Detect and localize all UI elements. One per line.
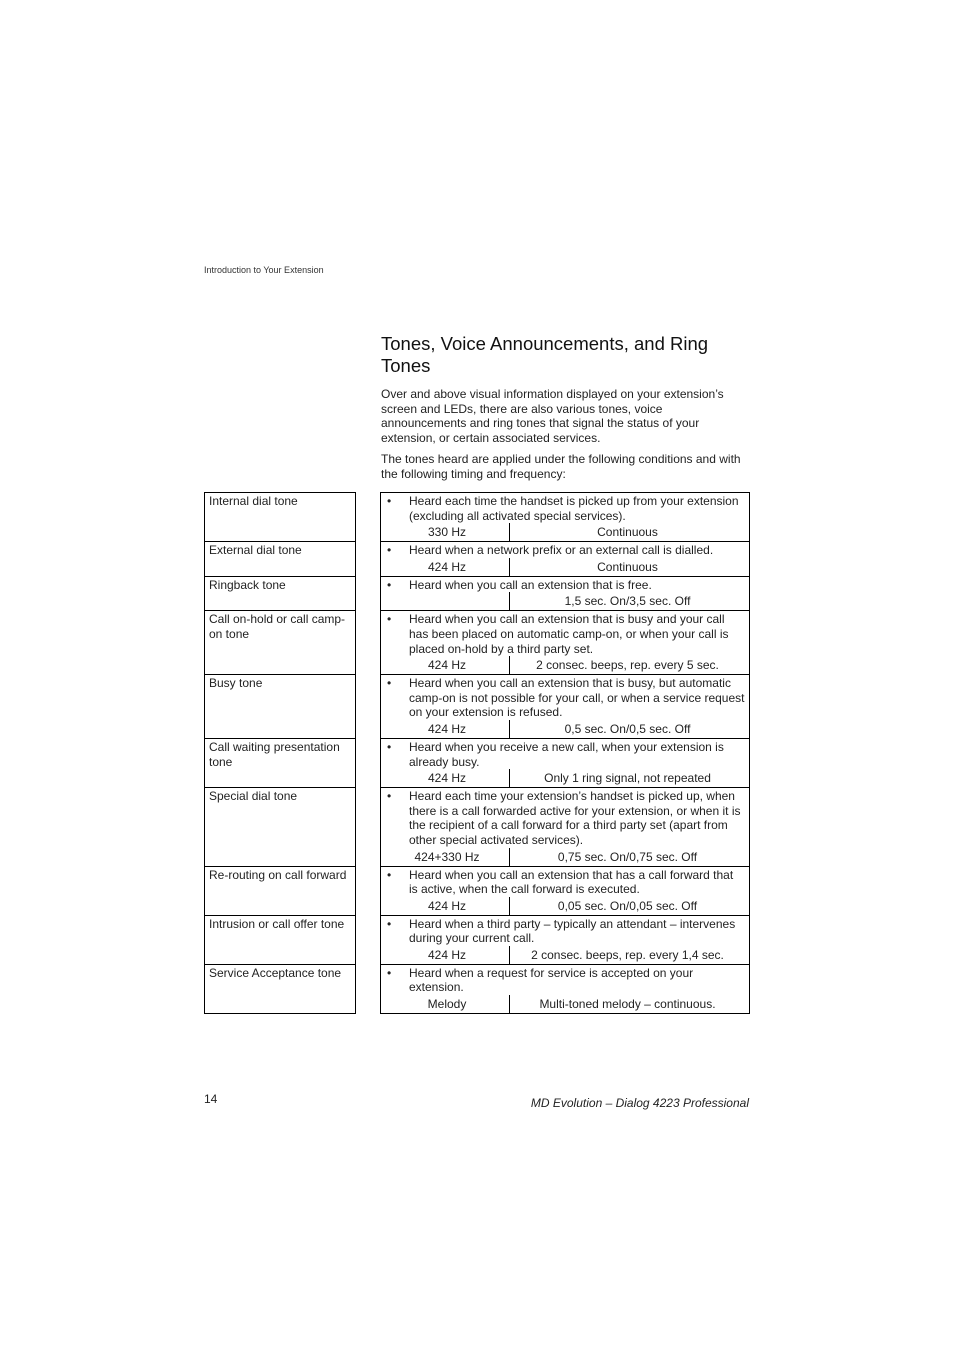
bullet-item xyxy=(385,868,745,897)
tone-description: Heard each time your extension’s handset is picked up, when there is a call forwarded active for your extension, or when it is the recipient of a call forward for a third party set (apart from other special activated services). xyxy=(409,789,741,847)
section-title: Tones, Voice Announcements, and Ring Tones xyxy=(381,333,709,376)
bullet-item xyxy=(385,966,745,995)
tone-row xyxy=(204,788,750,866)
tone-frequency: 424 Hz xyxy=(385,558,510,576)
tone-frequency: 424 Hz xyxy=(385,897,510,915)
tone-description: Heard when a third party – typically an attendant – intervenes during your current call. xyxy=(409,916,736,946)
tone-timing: 1,5 sec. On/3,5 sec. Off xyxy=(564,594,691,609)
bullet-item xyxy=(385,494,745,523)
intro-paragraph: Over and above visual information displayed on your extension’s screen and LEDs, there are also various tones, voice announcements and ring tones that signal the status of your extension, or certain associated services. xyxy=(381,387,724,445)
tone-spec xyxy=(385,523,745,541)
footer-title: MD Evolution – Dialog 4223 Professional xyxy=(530,1096,749,1110)
tone-frequency: 424 Hz xyxy=(385,946,510,964)
tone-row xyxy=(204,916,750,965)
tone-description-cell xyxy=(380,788,750,866)
bullet-icon: • xyxy=(387,867,392,882)
tone-name: Call on-hold or call camp-on tone xyxy=(204,611,356,675)
bullet-icon: • xyxy=(387,789,392,804)
bullet-icon: • xyxy=(387,739,392,754)
tone-description-cell xyxy=(380,577,750,612)
tone-spec xyxy=(385,656,745,674)
tone-spec xyxy=(385,720,745,738)
tone-timing: Only 1 ring signal, not repeated xyxy=(544,771,711,786)
tone-row xyxy=(204,675,750,739)
tone-timing: 0,5 sec. On/0,5 sec. Off xyxy=(564,721,691,736)
tone-description-cell xyxy=(380,867,750,916)
tone-description: Heard when a request for service is accepted on your extension. xyxy=(409,965,694,995)
tone-timing: 0,05 sec. On/0,05 sec. Off xyxy=(557,898,698,913)
tone-description-cell xyxy=(380,965,750,1014)
tone-row xyxy=(204,867,750,916)
tone-spec xyxy=(385,897,745,915)
tone-row xyxy=(204,611,750,675)
bullet-item xyxy=(385,789,745,847)
tone-row xyxy=(204,492,750,542)
tone-description: Heard when a network prefix or an external call is dialled. xyxy=(409,543,714,558)
tone-spec xyxy=(385,558,745,576)
tone-description: Heard when you call an extension that is busy and your call has been placed on automatic camp-on, or when your call is placed on-hold by a third party set. xyxy=(409,612,729,656)
tone-name: External dial tone xyxy=(204,542,356,577)
bullet-icon: • xyxy=(387,612,392,627)
tone-description-cell xyxy=(380,611,750,675)
page-number: 14 xyxy=(204,1092,218,1106)
tone-timing: 0,75 sec. On/0,75 sec. Off xyxy=(557,849,698,864)
running-head: Introduction to Your Extension xyxy=(204,265,324,275)
tone-row xyxy=(204,577,750,612)
conditions-paragraph: The tones heard are applied under the following conditions and with the following timing and frequency: xyxy=(381,452,741,481)
tone-name: Service Acceptance tone xyxy=(204,965,356,1014)
tone-spec xyxy=(385,592,745,610)
tone-name: Special dial tone xyxy=(204,788,356,866)
tone-timing: 2 consec. beeps, rep. every 1,4 sec. xyxy=(531,947,724,962)
tone-spec xyxy=(385,946,745,964)
tone-name: Busy tone xyxy=(204,675,356,739)
bullet-icon: • xyxy=(387,676,392,691)
tone-frequency xyxy=(385,592,510,610)
tone-frequency: 424 Hz xyxy=(385,720,510,738)
tone-spec xyxy=(385,848,745,866)
tone-timing: Continuous xyxy=(597,559,658,574)
tone-row xyxy=(204,965,750,1014)
tone-description-cell xyxy=(380,916,750,965)
tones-table xyxy=(204,492,750,1014)
tone-timing: Continuous xyxy=(597,525,658,540)
tone-description-cell xyxy=(380,492,750,542)
tone-row xyxy=(204,542,750,577)
tone-frequency: 424+330 Hz xyxy=(385,848,510,866)
tone-description: Heard each time the handset is picked up from your extension (excluding all activated special services). xyxy=(409,494,739,523)
tone-timing: Multi-toned melody – continuous. xyxy=(539,997,716,1012)
bullet-item xyxy=(385,676,745,720)
tone-timing: 2 consec. beeps, rep. every 5 sec. xyxy=(536,658,719,673)
tone-name: Internal dial tone xyxy=(204,492,356,542)
tone-description: Heard when you call an extension that is busy, but automatic camp-on is not possible for your call, or when a service request on your extension is refused. xyxy=(409,676,745,720)
bullet-icon: • xyxy=(387,577,392,592)
bullet-icon: • xyxy=(387,494,392,508)
tone-description: Heard when you call an extension that has a call forward that is active, when the call forward is executed. xyxy=(409,867,734,897)
tone-description-cell xyxy=(380,542,750,577)
bullet-item xyxy=(385,917,745,946)
tone-name: Call waiting presentation tone xyxy=(204,739,356,788)
tone-frequency: 330 Hz xyxy=(385,523,510,541)
tone-spec xyxy=(385,995,745,1013)
tone-frequency: 424 Hz xyxy=(385,656,510,674)
bullet-item xyxy=(385,740,745,769)
bullet-icon: • xyxy=(387,916,392,931)
tone-spec xyxy=(385,769,745,787)
tone-description-cell xyxy=(380,675,750,739)
tone-row xyxy=(204,739,750,788)
bullet-item xyxy=(385,543,745,558)
bullet-icon: • xyxy=(387,543,392,558)
bullet-item xyxy=(385,578,745,593)
tone-description: Heard when you receive a new call, when your extension is already busy. xyxy=(409,739,724,769)
tone-description-cell xyxy=(380,739,750,788)
tone-name: Ringback tone xyxy=(204,577,356,612)
tone-frequency: Melody xyxy=(385,995,510,1013)
tone-frequency: 424 Hz xyxy=(385,769,510,787)
tone-description: Heard when you call an extension that is free. xyxy=(409,577,652,592)
tone-name: Re-routing on call forward xyxy=(204,867,356,916)
bullet-item xyxy=(385,612,745,656)
bullet-icon: • xyxy=(387,965,392,980)
tone-name: Intrusion or call offer tone xyxy=(204,916,356,965)
